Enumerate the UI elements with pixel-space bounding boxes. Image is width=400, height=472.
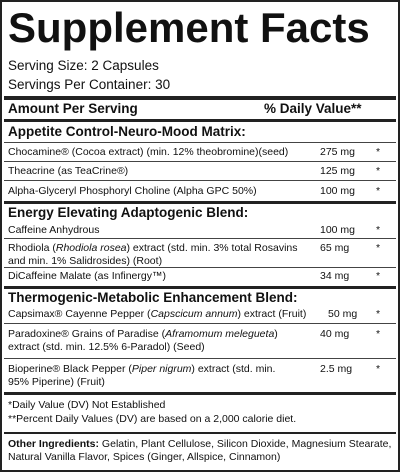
- ingredient-dv: *: [376, 165, 381, 177]
- ingredient-name: Bioperine® Black Pepper (Piper nigrum) extract (std. min. 95% Piperine) (Fruit): [8, 363, 276, 388]
- thick-rule: [4, 96, 396, 100]
- ingredient-name: Capsimax® Cayenne Pepper (Capscicum annum) extract (Fruit): [8, 308, 307, 320]
- ingredient-dv: *: [376, 146, 381, 158]
- amount-per-serving-header: Amount Per Serving: [8, 101, 138, 116]
- other-ingredients: [8, 438, 394, 464]
- divider: [4, 358, 396, 359]
- ingredient-dv: *: [376, 363, 381, 375]
- section-title-appetite: Appetite Control-Neuro-Mood Matrix:: [8, 124, 246, 139]
- divider: [4, 323, 396, 324]
- ingredient-name: Rhodiola (Rhodiola rosea) extract (std. min. 3% total Rosavins and min. 1% Salidrosides) (Root): [8, 242, 298, 267]
- ingredient-amount: 40 mg: [320, 328, 350, 340]
- ingredient-amount: 2.5 mg: [320, 363, 353, 375]
- section-rule: [4, 286, 396, 289]
- ingredient-amount: 50 mg: [328, 308, 358, 320]
- divider: [4, 180, 396, 181]
- ingredient-dv: *: [376, 224, 381, 236]
- ingredient-amount: 275 mg: [320, 146, 356, 158]
- ingredient-amount: 65 mg: [320, 242, 350, 254]
- section-rule: [4, 201, 396, 204]
- ingredient-name: Caffeine Anhydrous: [8, 224, 100, 236]
- ingredient-dv: *: [376, 328, 381, 340]
- section-title-energy: Energy Elevating Adaptogenic Blend:: [8, 205, 249, 220]
- ingredient-dv: *: [376, 242, 381, 254]
- divider: [4, 267, 396, 268]
- ingredient-name: Theacrine (as TeaCrine®): [8, 165, 129, 177]
- ingredient-dv: *: [376, 185, 381, 197]
- footnote-dv-not-established: *Daily Value (DV) Not Established: [8, 399, 166, 411]
- section-title-thermogenic: Thermogenic-Metabolic Enhancement Blend:: [8, 290, 298, 305]
- ingredient-name: Chocamine® (Cocoa extract) (min. 12% theobromine)(seed): [8, 146, 289, 158]
- divider: [4, 142, 396, 143]
- footnote-rule: [4, 392, 396, 395]
- ingredient-dv: *: [376, 270, 381, 282]
- ingredient-amount: 100 mg: [320, 224, 356, 236]
- other-ingredients-rule: [4, 432, 396, 434]
- daily-value-header: % Daily Value**: [264, 101, 362, 116]
- divider: [4, 238, 396, 239]
- ingredient-name: Paradoxine® Grains of Paradise (Aframomum melegueta) extract (std. min. 12.5% 6-Paradol) (Seed): [8, 328, 278, 353]
- ingredient-dv: *: [376, 308, 381, 320]
- ingredient-name: Alpha-Glyceryl Phosphoryl Choline (Alpha GPC 50%): [8, 185, 257, 197]
- ingredient-name: DiCaffeine Malate (as Infinergy™): [8, 270, 166, 282]
- servings-per-container: Servings Per Container: 30: [8, 77, 171, 92]
- ingredient-amount: 34 mg: [320, 270, 350, 282]
- ingredient-amount: 125 mg: [320, 165, 356, 177]
- other-ingredients-label: Other Ingredients:: [8, 438, 100, 450]
- header-rule: [4, 119, 396, 122]
- other-ingredients-text: Gelatin, Plant Cellulose, Silicon Dioxide, Magnesium Stearate, Natural Vanilla Flavor, Spices (Ginger, Allspice, Cinnamon): [8, 438, 392, 463]
- serving-size: Serving Size: 2 Capsules: [8, 58, 159, 73]
- divider: [4, 161, 396, 162]
- footnote-percent-dv: **Percent Daily Values (DV) are based on a 2,000 calorie diet.: [8, 413, 297, 425]
- panel-title: Supplement Facts: [8, 4, 370, 51]
- ingredient-amount: 100 mg: [320, 185, 356, 197]
